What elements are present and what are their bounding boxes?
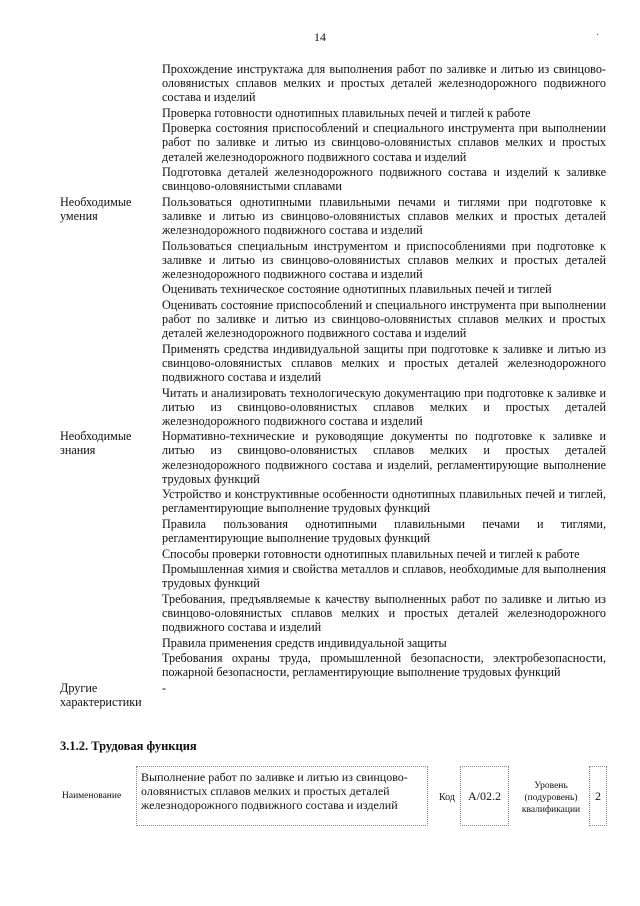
requirement-item: Промышленная химия и свойства металлов и сплавов, необходимые для выполнения трудовых функций	[162, 562, 606, 591]
requirement-item: Способы проверки готовности однотипных плавильных печей и тиглей к работе	[162, 546, 580, 561]
requirement-item: Требования, предъявляемые к качеству выполненных работ по заливке и литью из свинцово-оловянистых сплавов мелких и простых деталей железнодорожного подвижного состава и изделий	[162, 591, 606, 635]
row-content	[162, 429, 606, 681]
requirement-item: Применять средства индивидуальной защиты при подготовке к заливке и литью из свинцово-оловянистых сплавов мелких и простых деталей железнодорожного подвижного состава и изделий	[162, 341, 606, 384]
section-title: 3.1.2. Трудовая функция	[60, 739, 197, 753]
requirement-row	[60, 62, 606, 195]
page-number: 14	[314, 30, 326, 44]
requirement-item: Правила пользования однотипными плавильными печами и тиглями, регламентирующие выполнение трудовых функций	[162, 516, 606, 545]
requirement-item: Проверка состояния приспособлений и специального инструмента при выполнении работ по заливке и литью из свинцово-оловянистых сплавов мелких и простых деталей железнодорожного подвижного состава и изделий	[162, 121, 606, 164]
requirements-table	[60, 62, 606, 709]
row-label: Необходимые умения	[60, 194, 132, 223]
requirement-item: Оценивать состояние приспособлений и специального инструмента при выполнении работ по заливке и литью из свинцово-оловянистых сплавов мелких и простых деталей железнодорожного подвижного состава и изделий	[162, 298, 606, 341]
requirement-item: Подготовка деталей железнодорожного подвижного состава и изделий к заливке свинцово-оловянистыми сплавами	[162, 165, 606, 194]
requirement-item: Пользоваться специальным инструментом и приспособлениями при подготовке к заливке и литью из свинцово-оловянистых сплавов мелких и простых деталей железнодорожного подвижного состава и изделий	[162, 238, 606, 281]
requirement-item: Оценивать техническое состояние однотипных плавильных печей и тиглей	[162, 282, 552, 297]
row-content	[162, 195, 606, 430]
function-name-label: Наименование	[62, 791, 122, 801]
qualification-level-label: Уровень (подуровень) квалификации	[521, 781, 581, 815]
requirement-item: Читать и анализировать технологическую документацию при подготовке к заливке и литью из свинцово-оловянистых сплавов мелких и простых деталей железнодорожного подвижного состава и изделий	[162, 385, 606, 428]
requirement-row	[60, 429, 606, 681]
requirement-item: Нормативно-технические и руководящие документы по подготовке к заливке и литью из свинцово-оловянистых сплавов мелких и простых деталей железнодорожного подвижного состава и изделий, регламентирующие выполнение трудовых функций	[162, 429, 606, 486]
function-code-box: A/02.2	[460, 766, 509, 826]
row-label: Необходимые знания	[60, 429, 132, 458]
requirement-item: Прохождение инструктажа для выполнения работ по заливке и литью из свинцово-оловянистых сплавов мелких и простых деталей железнодорожного подвижного состава и изделий	[162, 62, 606, 105]
function-code-label: Код	[439, 792, 455, 803]
row-content	[162, 62, 606, 195]
requirement-item: Проверка готовности однотипных плавильных печей и тиглей к работе	[162, 105, 531, 120]
requirement-row	[60, 195, 606, 430]
row-label	[60, 62, 162, 195]
requirement-item: Пользоваться однотипными плавильными печами и тиглями при подготовке к заливке и литью из свинцово-оловянистых сплавов мелких и простых деталей железнодорожного подвижного состава и изделий	[162, 194, 606, 238]
requirement-item: -	[162, 680, 167, 695]
requirement-item: Правила применения средств индивидуальной защиты	[162, 635, 447, 650]
requirement-item: Устройство и конструктивные особенности однотипных плавильных печей и тиглей, регламентирующие выполнение трудовых функций	[162, 487, 606, 516]
row-label: Другие характеристики	[60, 680, 142, 710]
qualification-level-box: 2	[589, 766, 607, 826]
function-name-box: Выполнение работ по заливке и литью из свинцово-оловянистых сплавов мелких и простых деталей железнодорожного подвижного состава и изделий	[136, 766, 428, 826]
row-content	[162, 681, 606, 709]
requirement-item: Требования охраны труда, промышленной безопасности, электробезопасности, пожарной безопасности, регламентирующие выполнение трудовых функций	[162, 651, 606, 680]
requirement-row	[60, 681, 606, 709]
corner-mark: ·	[596, 30, 600, 41]
